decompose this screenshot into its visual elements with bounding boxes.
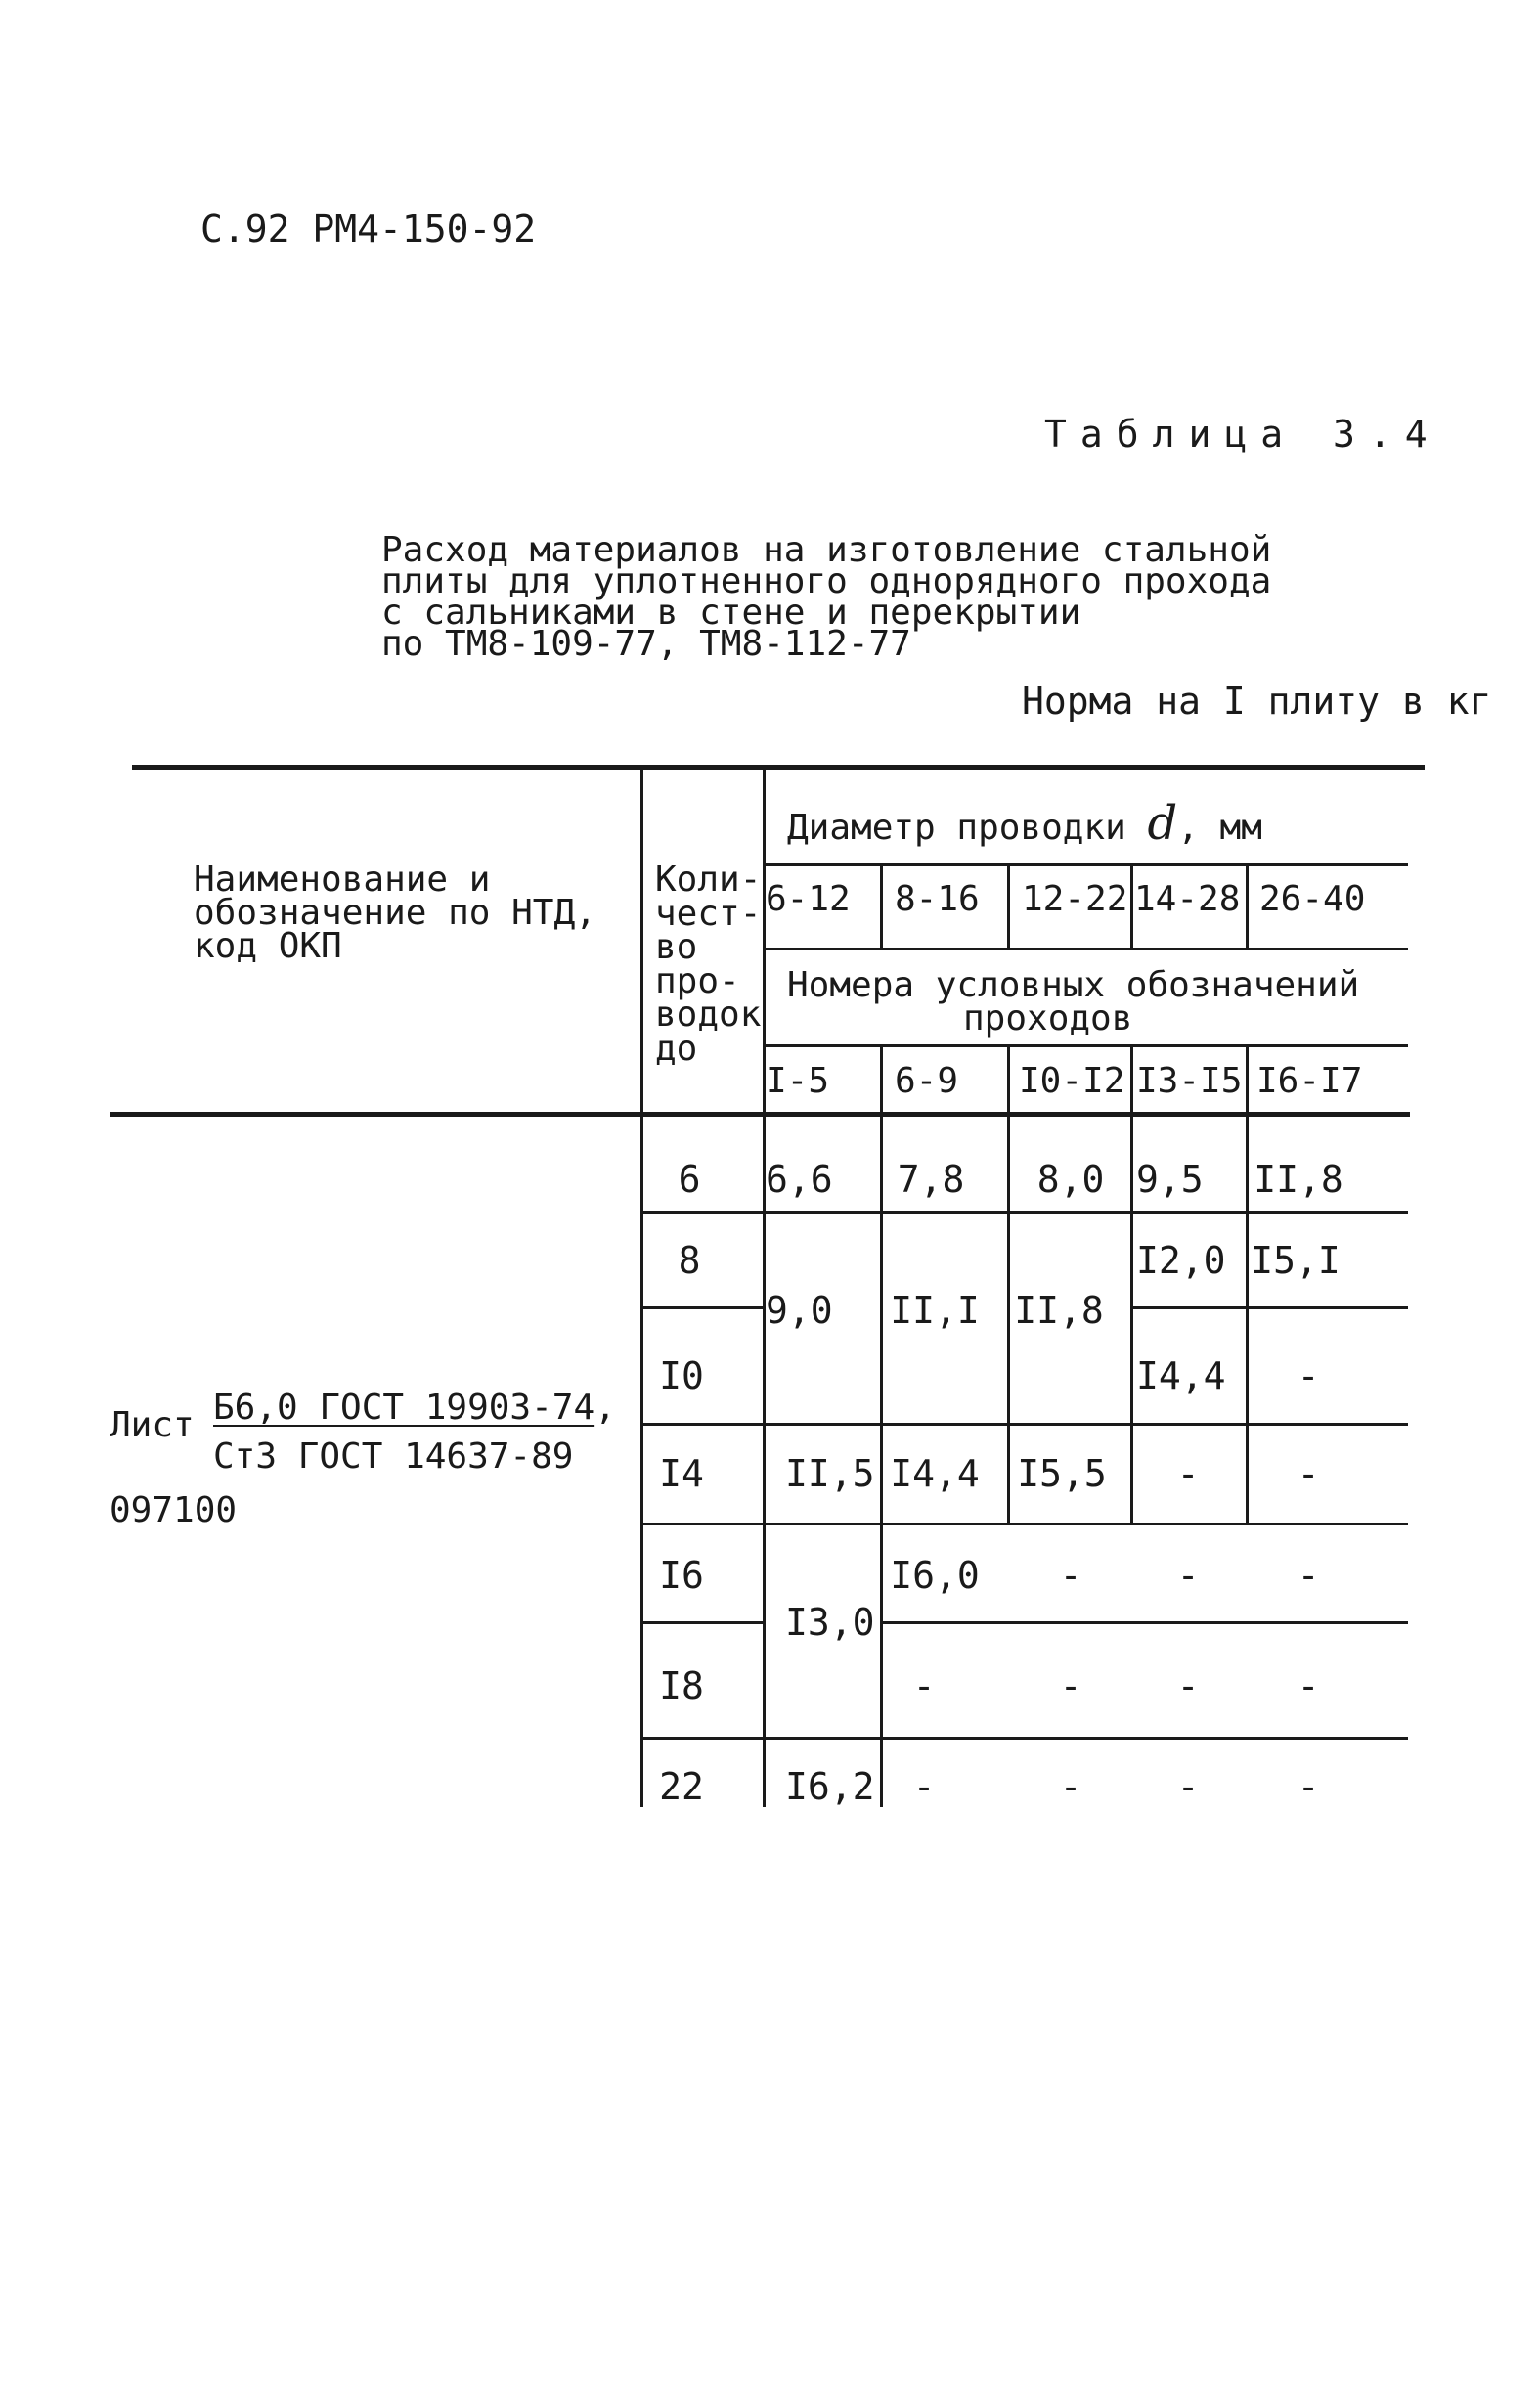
- diameter-range: 8-16: [895, 879, 980, 919]
- vrule-c2c3: [1007, 1044, 1010, 1524]
- range-rule: [763, 948, 1408, 950]
- title-line-2: плиты для уплотненного однорядного прохода: [381, 561, 1272, 601]
- material-code: 097100: [110, 1490, 238, 1530]
- value-cell-merged: I3,0: [785, 1601, 875, 1644]
- value-cell: I2,0: [1136, 1239, 1226, 1282]
- diameter-symbol: d: [1147, 796, 1178, 851]
- value-cell: I4,4: [1136, 1354, 1226, 1397]
- numbers-header-rule: [763, 1044, 1408, 1047]
- title-line-4: по ТМ8-109-77, ТМ8-112-77: [381, 624, 911, 664]
- row-rule-8-c45: [1130, 1306, 1408, 1309]
- vrule-count-c1: [763, 768, 766, 1807]
- value-cell-merged: 9,0: [766, 1289, 833, 1332]
- number-range: 6-9: [895, 1061, 959, 1101]
- table-top-rule: [132, 765, 1425, 770]
- diameter-range: 14-28: [1134, 879, 1241, 919]
- vrule-c1c2: [880, 1044, 883, 1807]
- col-count-header: Коли- чест- во про- водок до: [655, 860, 762, 1069]
- material-line-1: Б6,0 ГОСТ 19903-74,: [213, 1388, 616, 1428]
- title-line-3: с сальниками в стене и перекрытии: [381, 593, 1081, 633]
- material-line-2: Ст3 ГОСТ 14637-89: [213, 1436, 574, 1477]
- row-rule-8-count: [640, 1306, 765, 1309]
- diameter-range: 6-12: [766, 879, 851, 919]
- title-line-1: Расход материалов на изготовление стальной: [381, 530, 1272, 570]
- value-cell: II,5: [785, 1452, 875, 1495]
- material-prefix: Лист: [110, 1405, 195, 1445]
- number-range: I0-I2: [1019, 1061, 1125, 1101]
- numbers-header-line-2: проходов: [963, 998, 1133, 1038]
- value-cell: 6,6: [766, 1158, 833, 1201]
- page-header: С.92 РМ4-150-92: [200, 207, 537, 250]
- vrule-c1c2-top: [880, 863, 883, 948]
- numbers-header-line-1: Номера условных обозначений: [787, 965, 1360, 1005]
- vrule-c4c5-top: [1246, 863, 1249, 948]
- number-range: I3-I5: [1136, 1061, 1243, 1101]
- row-rule-10: [640, 1423, 1408, 1426]
- vrule-name-count: [640, 768, 643, 1807]
- value-cell: I6,2: [785, 1765, 875, 1808]
- vrule-c3c4: [1130, 1044, 1133, 1524]
- diameter-rule: [763, 863, 1408, 866]
- diameter-header: Диаметр проводки d, мм: [787, 796, 1262, 851]
- row-rule-18: [640, 1737, 1408, 1740]
- diameter-range: 26-40: [1259, 879, 1366, 919]
- vrule-c2c3-top: [1007, 863, 1010, 948]
- row-rule-14: [640, 1523, 1408, 1525]
- row-rule-6: [640, 1211, 1408, 1214]
- value-cell: 9,5: [1136, 1158, 1204, 1201]
- diameter-range: 12-22: [1022, 879, 1128, 919]
- vrule-c4c5: [1246, 1044, 1249, 1524]
- vrule-c3c4-top: [1130, 863, 1133, 948]
- row-rule-16-rest: [880, 1621, 1408, 1624]
- col-name-header: Наименование и обозначение по НТД, код ОКП: [194, 860, 596, 967]
- header-bottom-rule: [110, 1112, 1410, 1117]
- number-range: I-5: [766, 1061, 830, 1101]
- number-range: I6-I7: [1256, 1061, 1363, 1101]
- row-rule-16-count: [640, 1621, 765, 1624]
- table-label: Таблица 3.4: [1044, 413, 1441, 456]
- norm-label: Норма на I плиту в кг: [1022, 680, 1492, 723]
